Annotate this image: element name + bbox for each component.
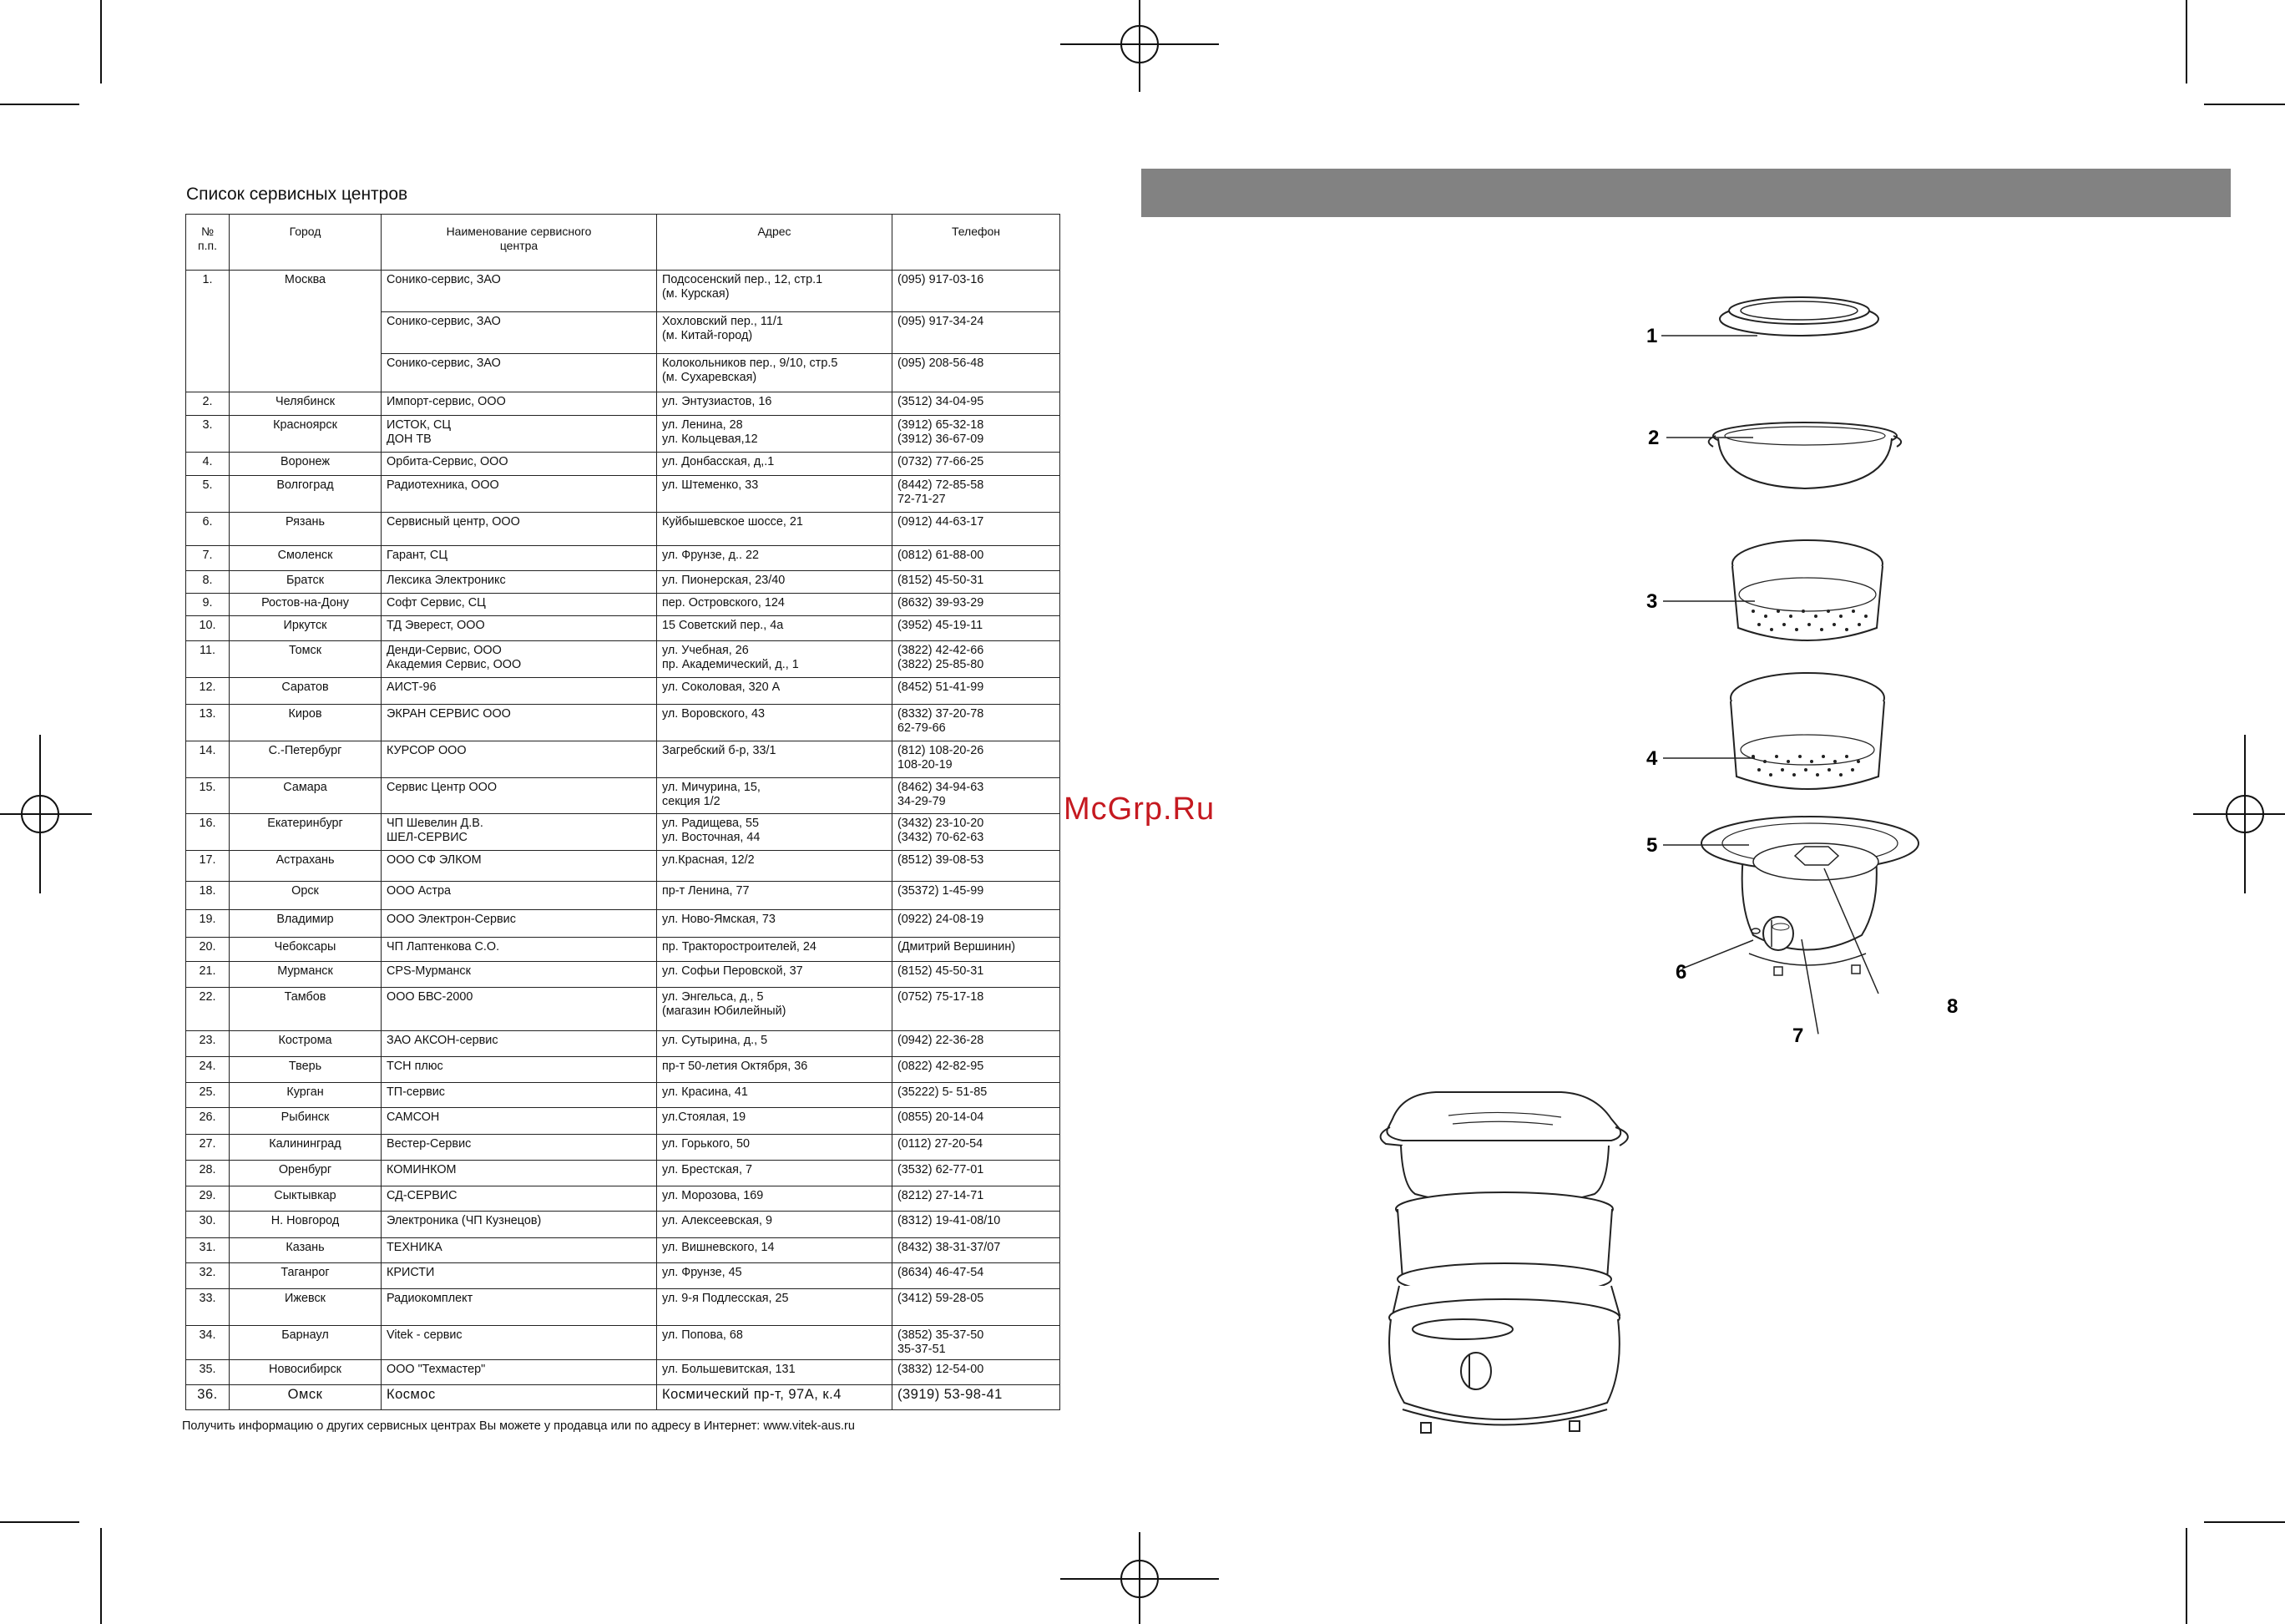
- center-name-cell: КУРСОР ООО: [382, 741, 657, 778]
- city-cell: Москва: [230, 271, 382, 392]
- city-cell: Самара: [230, 778, 382, 814]
- number-cell: 27.: [186, 1135, 230, 1161]
- crop-mark: [100, 1528, 102, 1624]
- table-row: [186, 1031, 1060, 1057]
- crop-mark: [2204, 104, 2285, 105]
- center-name-cell: Радиокомплект: [382, 1289, 657, 1326]
- table-row: [186, 571, 1060, 594]
- phone-cell: (35222) 5- 51-85: [892, 1083, 1060, 1108]
- table-row: [186, 594, 1060, 616]
- crop-mark: [2204, 1521, 2285, 1523]
- table-row: [186, 851, 1060, 882]
- phone-cell: (8332) 37-20-78 62-79-66: [892, 705, 1060, 741]
- table-row: [186, 1385, 1060, 1410]
- number-cell: 30.: [186, 1212, 230, 1238]
- table-row: [186, 641, 1060, 678]
- city-cell: Саратов: [230, 678, 382, 705]
- phone-cell: (8634) 46-47-54: [892, 1263, 1060, 1289]
- phone-cell: (8152) 45-50-31: [892, 962, 1060, 988]
- city-cell: Томск: [230, 641, 382, 678]
- city-cell: Сыктывкар: [230, 1186, 382, 1212]
- crop-mark: [2186, 1528, 2187, 1624]
- phone-cell: (3912) 65-32-18 (3912) 36-67-09: [892, 416, 1060, 453]
- city-cell: Волгоград: [230, 476, 382, 513]
- center-name-cell: ООО Астра: [382, 882, 657, 910]
- center-name-cell: Гарант, СЦ: [382, 546, 657, 571]
- city-cell: Астрахань: [230, 851, 382, 882]
- center-name-cell: Электроника (ЧП Кузнецов): [382, 1212, 657, 1238]
- city-cell: Челябинск: [230, 392, 382, 416]
- upper-steam-bowl-icon: [1732, 540, 1883, 640]
- table-row: [186, 476, 1060, 513]
- page-title: Список сервисных центров: [186, 185, 408, 204]
- number-cell: 28.: [186, 1161, 230, 1186]
- col-header-city: Город: [230, 215, 382, 271]
- center-name-cell: Сонико-сервис, ЗАО: [382, 312, 657, 354]
- center-name-cell: ООО "Техмастер": [382, 1360, 657, 1385]
- col-header-number: № п.п.: [186, 215, 230, 271]
- steamer-base-icon: [1701, 817, 1918, 975]
- table-row: [186, 453, 1060, 476]
- steamer-parts-diagram: [1586, 267, 2020, 1069]
- address-cell: ул. Красина, 41: [657, 1083, 892, 1108]
- table-row: [186, 271, 1060, 312]
- address-cell: пр-т 50-летия Октября, 36: [657, 1057, 892, 1083]
- number-cell: 3.: [186, 416, 230, 453]
- phone-cell: (0812) 61-88-00: [892, 546, 1060, 571]
- center-name-cell: СД-СЕРВИС: [382, 1186, 657, 1212]
- phone-cell: (3832) 12-54-00: [892, 1360, 1060, 1385]
- number-cell: 4.: [186, 453, 230, 476]
- address-cell: ул. Софьи Перовской, 37: [657, 962, 892, 988]
- assembled-steamer-icon: [1369, 1085, 1670, 1478]
- city-cell: Ижевск: [230, 1289, 382, 1326]
- address-cell: ул. 9-я Подлесская, 25: [657, 1289, 892, 1326]
- number-cell: 11.: [186, 641, 230, 678]
- phone-cell: (095) 917-03-16: [892, 271, 1060, 312]
- table-row: [186, 1135, 1060, 1161]
- phone-cell: (8632) 39-93-29: [892, 594, 1060, 616]
- address-cell: Подсосенский пер., 12, стр.1 (м. Курская): [657, 271, 892, 312]
- address-cell: ул. Штеменко, 33: [657, 476, 892, 513]
- city-cell: Таганрог: [230, 1263, 382, 1289]
- center-name-cell: АИСТ-96: [382, 678, 657, 705]
- table-row: [186, 938, 1060, 962]
- table-row: [186, 416, 1060, 453]
- phone-cell: (0942) 22-36-28: [892, 1031, 1060, 1057]
- number-cell: 22.: [186, 988, 230, 1031]
- city-cell: Владимир: [230, 910, 382, 938]
- phone-cell: (8312) 19-41-08/10: [892, 1212, 1060, 1238]
- number-cell: 29.: [186, 1186, 230, 1212]
- table-row: [186, 1360, 1060, 1385]
- col-header-address: Адрес: [657, 215, 892, 271]
- center-name-cell: ТД Эверест, ООО: [382, 616, 657, 641]
- address-cell: Колокольников пер., 9/10, стр.5 (м. Сухаревская): [657, 354, 892, 392]
- address-cell: Куйбышевское шоссе, 21: [657, 513, 892, 546]
- phone-cell: (8462) 34-94-63 34-29-79: [892, 778, 1060, 814]
- phone-cell: (0732) 77-66-25: [892, 453, 1060, 476]
- table-row: [186, 1263, 1060, 1289]
- city-cell: Иркутск: [230, 616, 382, 641]
- center-name-cell: Космос: [382, 1385, 657, 1410]
- city-cell: Красноярск: [230, 416, 382, 453]
- address-cell: пр-т Ленина, 77: [657, 882, 892, 910]
- registration-mark-right: [2193, 735, 2285, 893]
- center-name-cell: ЧП Шевелин Д.В. ШЕЛ-СЕРВИС: [382, 814, 657, 851]
- center-name-cell: Сервисный центр, ООО: [382, 513, 657, 546]
- number-cell: 5.: [186, 476, 230, 513]
- rice-bowl-icon: [1709, 422, 1901, 488]
- label-7: 7: [1792, 1024, 1804, 1047]
- number-cell: 9.: [186, 594, 230, 616]
- center-name-cell: Орбита-Сервис, ООО: [382, 453, 657, 476]
- address-cell: ул. Пионерская, 23/40: [657, 571, 892, 594]
- address-cell: ул. Сутырина, д., 5: [657, 1031, 892, 1057]
- city-cell: Братск: [230, 571, 382, 594]
- crop-mark: [0, 104, 79, 105]
- center-name-cell: Вестер-Сервис: [382, 1135, 657, 1161]
- center-name-cell: Сонико-сервис, ЗАО: [382, 271, 657, 312]
- table-row: [186, 988, 1060, 1031]
- phone-cell: (8452) 51-41-99: [892, 678, 1060, 705]
- address-cell: ул. Алексеевская, 9: [657, 1212, 892, 1238]
- table-header-row: [186, 215, 1060, 271]
- number-cell: 13.: [186, 705, 230, 741]
- number-cell: 35.: [186, 1360, 230, 1385]
- phone-cell: (8442) 72-85-58 72-71-27: [892, 476, 1060, 513]
- center-name-cell: ЗАО АКСОН-сервис: [382, 1031, 657, 1057]
- label-5: 5: [1646, 834, 1658, 857]
- center-name-cell: ООО БВС-2000: [382, 988, 657, 1031]
- table-row: [186, 1108, 1060, 1135]
- address-cell: ул. Учебная, 26 пр. Академический, д., 1: [657, 641, 892, 678]
- crop-mark: [100, 0, 102, 83]
- header-bar: [1141, 169, 2231, 217]
- address-cell: ул. Брестская, 7: [657, 1161, 892, 1186]
- number-cell: 12.: [186, 678, 230, 705]
- phone-cell: (3432) 23-10-20 (3432) 70-62-63: [892, 814, 1060, 851]
- crop-mark: [2186, 0, 2187, 83]
- number-cell: 16.: [186, 814, 230, 851]
- table-row: [186, 814, 1060, 851]
- address-cell: ул. Горького, 50: [657, 1135, 892, 1161]
- number-cell: 20.: [186, 938, 230, 962]
- phone-cell: (3512) 34-04-95: [892, 392, 1060, 416]
- center-name-cell: ЧП Лаптенкова С.О.: [382, 938, 657, 962]
- address-cell: ул. Мичурина, 15, секция 1/2: [657, 778, 892, 814]
- city-cell: Новосибирск: [230, 1360, 382, 1385]
- table-row: [186, 513, 1060, 546]
- service-centers-table: [185, 214, 1060, 1410]
- phone-cell: (812) 108-20-26 108-20-19: [892, 741, 1060, 778]
- label-1: 1: [1646, 325, 1658, 347]
- address-cell: ул. Фрунзе, 45: [657, 1263, 892, 1289]
- city-cell: Смоленск: [230, 546, 382, 571]
- address-cell: Хохловский пер., 11/1 (м. Китай-город): [657, 312, 892, 354]
- number-cell: 17.: [186, 851, 230, 882]
- city-cell: Оренбург: [230, 1161, 382, 1186]
- address-cell: ул. Ново-Ямская, 73: [657, 910, 892, 938]
- table-row: [186, 1186, 1060, 1212]
- phone-cell: (35372) 1-45-99: [892, 882, 1060, 910]
- number-cell: 7.: [186, 546, 230, 571]
- number-cell: 23.: [186, 1031, 230, 1057]
- number-cell: 26.: [186, 1108, 230, 1135]
- phone-cell: (3822) 42-42-66 (3822) 25-85-80: [892, 641, 1060, 678]
- table-row: [186, 546, 1060, 571]
- center-name-cell: ООО Электрон-Сервис: [382, 910, 657, 938]
- city-cell: Киров: [230, 705, 382, 741]
- number-cell: 10.: [186, 616, 230, 641]
- registration-mark-left: [0, 735, 92, 893]
- city-cell: Чебоксары: [230, 938, 382, 962]
- phone-cell: (3852) 35-37-50 35-37-51: [892, 1326, 1060, 1360]
- address-cell: ул. Попова, 68: [657, 1326, 892, 1360]
- center-name-cell: ЭКРАН СЕРВИС ООО: [382, 705, 657, 741]
- label-3: 3: [1646, 590, 1658, 613]
- number-cell: 36.: [186, 1385, 230, 1410]
- number-cell: 15.: [186, 778, 230, 814]
- center-name-cell: Радиотехника, ООО: [382, 476, 657, 513]
- table-row: [186, 678, 1060, 705]
- phone-cell: (3412) 59-28-05: [892, 1289, 1060, 1326]
- center-name-cell: ООО СФ ЭЛКОМ: [382, 851, 657, 882]
- number-cell: 25.: [186, 1083, 230, 1108]
- number-cell: 18.: [186, 882, 230, 910]
- address-cell: ул.Красная, 12/2: [657, 851, 892, 882]
- city-cell: Барнаул: [230, 1326, 382, 1360]
- footer-note: Получить информацию о других сервисных центрах Вы можете у продавца или по адресу в Интернет: www.vitek-aus.ru: [182, 1419, 855, 1433]
- table-row: [186, 1238, 1060, 1263]
- number-cell: 14.: [186, 741, 230, 778]
- table-row: [186, 1161, 1060, 1186]
- center-name-cell: ИСТОК, СЦ ДОН ТВ: [382, 416, 657, 453]
- address-cell: ул. Вишневского, 14: [657, 1238, 892, 1263]
- table-row: [186, 1326, 1060, 1360]
- center-name-cell: ТП-сервис: [382, 1083, 657, 1108]
- center-name-cell: ТСН плюс: [382, 1057, 657, 1083]
- address-cell: ул. Ленина, 28 ул. Кольцевая,12: [657, 416, 892, 453]
- number-cell: 34.: [186, 1326, 230, 1360]
- table-row: [186, 616, 1060, 641]
- phone-cell: (0822) 42-82-95: [892, 1057, 1060, 1083]
- address-cell: пер. Островского, 124: [657, 594, 892, 616]
- number-cell: 24.: [186, 1057, 230, 1083]
- address-cell: ул. Фрунзе, д.. 22: [657, 546, 892, 571]
- crop-mark: [0, 1521, 79, 1523]
- phone-cell: (0922) 24-08-19: [892, 910, 1060, 938]
- table-row: [186, 882, 1060, 910]
- address-cell: ул. Соколовая, 320 А: [657, 678, 892, 705]
- city-cell: Н. Новгород: [230, 1212, 382, 1238]
- city-cell: Тверь: [230, 1057, 382, 1083]
- label-4: 4: [1646, 747, 1658, 770]
- label-8: 8: [1947, 995, 1959, 1018]
- city-cell: Рыбинск: [230, 1108, 382, 1135]
- table-row: [186, 1289, 1060, 1326]
- phone-cell: (3532) 62-77-01: [892, 1161, 1060, 1186]
- table-row: [186, 1057, 1060, 1083]
- address-cell: 15 Советский пер., 4а: [657, 616, 892, 641]
- label-6: 6: [1676, 961, 1687, 984]
- lower-steam-bowl-icon: [1731, 673, 1884, 789]
- phone-cell: (8212) 27-14-71: [892, 1186, 1060, 1212]
- phone-cell: (0855) 20-14-04: [892, 1108, 1060, 1135]
- lid-icon: [1720, 297, 1878, 336]
- center-name-cell: САМСОН: [382, 1108, 657, 1135]
- table-row: [186, 705, 1060, 741]
- center-name-cell: Импорт-сервис, ООО: [382, 392, 657, 416]
- number-cell: 21.: [186, 962, 230, 988]
- city-cell: С.-Петербург: [230, 741, 382, 778]
- center-name-cell: Софт Сервис, СЦ: [382, 594, 657, 616]
- number-cell: 31.: [186, 1238, 230, 1263]
- address-cell: ул. Морозова, 169: [657, 1186, 892, 1212]
- center-name-cell: Лексика Электроникс: [382, 571, 657, 594]
- table-row: [186, 962, 1060, 988]
- city-cell: Калининград: [230, 1135, 382, 1161]
- address-cell: ул. Энгельса, д., 5 (магазин Юбилейный): [657, 988, 892, 1031]
- center-name-cell: Сервис Центр ООО: [382, 778, 657, 814]
- phone-cell: (3952) 45-19-11: [892, 616, 1060, 641]
- address-cell: ул. Донбасская, д,.1: [657, 453, 892, 476]
- table-row: [186, 741, 1060, 778]
- table-row: [186, 392, 1060, 416]
- phone-cell: (8152) 45-50-31: [892, 571, 1060, 594]
- city-cell: Екатеринбург: [230, 814, 382, 851]
- col-header-phone: Телефон: [892, 215, 1060, 271]
- phone-cell: (095) 917-34-24: [892, 312, 1060, 354]
- city-cell: Воронеж: [230, 453, 382, 476]
- center-name-cell: Денди-Сервис, ООО Академия Сервис, ООО: [382, 641, 657, 678]
- registration-mark-top: [1060, 0, 1219, 92]
- address-cell: ул. Большевитская, 131: [657, 1360, 892, 1385]
- phone-cell: (3919) 53-98-41: [892, 1385, 1060, 1410]
- city-cell: Кострома: [230, 1031, 382, 1057]
- center-name-cell: КОМИНКОМ: [382, 1161, 657, 1186]
- table-row: [186, 1212, 1060, 1238]
- city-cell: Орск: [230, 882, 382, 910]
- watermark: McGrp.Ru: [1064, 792, 1216, 827]
- phone-cell: (0752) 75-17-18: [892, 988, 1060, 1031]
- address-cell: Загребский б-р, 33/1: [657, 741, 892, 778]
- city-cell: Курган: [230, 1083, 382, 1108]
- table-row: [186, 1083, 1060, 1108]
- registration-mark-bottom: [1060, 1532, 1219, 1624]
- phone-cell: (Дмитрий Вершинин): [892, 938, 1060, 962]
- number-cell: 1.: [186, 271, 230, 392]
- address-cell: Космический пр-т, 97А, к.4: [657, 1385, 892, 1410]
- address-cell: ул. Энтузиастов, 16: [657, 392, 892, 416]
- table-row: [186, 910, 1060, 938]
- city-cell: Омск: [230, 1385, 382, 1410]
- phone-cell: (095) 208-56-48: [892, 354, 1060, 392]
- address-cell: ул. Воровского, 43: [657, 705, 892, 741]
- col-header-center-name: Наименование сервисного центра: [382, 215, 657, 271]
- number-cell: 2.: [186, 392, 230, 416]
- number-cell: 33.: [186, 1289, 230, 1326]
- city-cell: Рязань: [230, 513, 382, 546]
- table-row: [186, 778, 1060, 814]
- city-cell: Мурманск: [230, 962, 382, 988]
- phone-cell: (0112) 27-20-54: [892, 1135, 1060, 1161]
- center-name-cell: КРИСТИ: [382, 1263, 657, 1289]
- center-name-cell: Сонико-сервис, ЗАО: [382, 354, 657, 392]
- number-cell: 19.: [186, 910, 230, 938]
- phone-cell: (8432) 38-31-37/07: [892, 1238, 1060, 1263]
- phone-cell: (8512) 39-08-53: [892, 851, 1060, 882]
- number-cell: 6.: [186, 513, 230, 546]
- number-cell: 8.: [186, 571, 230, 594]
- address-cell: пр. Тракторостроителей, 24: [657, 938, 892, 962]
- city-cell: Казань: [230, 1238, 382, 1263]
- label-2: 2: [1648, 427, 1660, 449]
- phone-cell: (0912) 44-63-17: [892, 513, 1060, 546]
- address-cell: ул. Радищева, 55 ул. Восточная, 44: [657, 814, 892, 851]
- address-cell: ул.Стоялая, 19: [657, 1108, 892, 1135]
- number-cell: 32.: [186, 1263, 230, 1289]
- city-cell: Тамбов: [230, 988, 382, 1031]
- center-name-cell: CPS-Мурманск: [382, 962, 657, 988]
- center-name-cell: ТЕХНИКА: [382, 1238, 657, 1263]
- center-name-cell: Vitek - сервис: [382, 1326, 657, 1360]
- city-cell: Ростов-на-Дону: [230, 594, 382, 616]
- table-body: [186, 271, 1060, 1410]
